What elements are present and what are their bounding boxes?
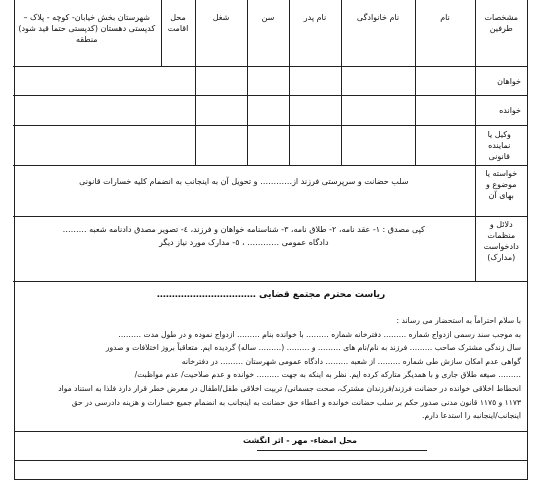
- body-line: گواهی عدم امکان سازش طی شماره ……… از شعبه ……… دادگاه عمومی شهرستان ……… در دفترخانه: [181, 356, 521, 366]
- body-line: اینجانب/اینجانبه را استدعا دارم.: [422, 411, 521, 421]
- signature-divider: [15, 460, 527, 461]
- plaintiff-job-cell[interactable]: [195, 67, 247, 96]
- body-line: ١١٧٣ و ١١٧٥ قانون مدنی صدور حکم بر سلب حضانت خوانده و اعطاء حق حضانت به اینجانب به انضمام جمیع خسارات و هزینه دادرسی در حق: [71, 397, 521, 407]
- petition-form: [14, 0, 528, 480]
- table-row-plaintiff: [13, 67, 527, 96]
- signature-area: [15, 431, 527, 481]
- header-father-name: نام پدر: [289, 0, 341, 67]
- plaintiff-address-cell[interactable]: [13, 67, 195, 96]
- parties-table: [13, 0, 527, 282]
- header-address: شهرستان بخش خیابان- کوچه - پلاک – کدپستی دهستان (کدپستی حتما قید شود) منطقه: [13, 0, 161, 67]
- body-line: به موجب سند رسمی ازدواج شماره ……… دفترخانه شماره ……… با خوانده بنام ……… ازدواج نموده و در طول مدت ………: [118, 329, 521, 339]
- party-label-plaintiff: خواهان: [475, 67, 527, 96]
- body-line: انحطاط اخلاقی خوانده در حضانت فرزند/فرزندان مشترک، صحت جسمانی/ تربیت اخلاقی طفل/اطفال در معرض خطر قرار دارد فلذا به استناد مواد: [58, 383, 521, 393]
- request-text: سلب حضانت و سرپرستی فرزند از………… و تحویل آن به اینجانب به انضمام کلیه خسارات قانونی: [13, 166, 475, 217]
- section-title: ریاست محترم مجتمع قضایی ……………………………: [156, 290, 386, 300]
- evidence-line-2: دادگاه عمومی ………… ، ٥- مدارک مورد نیاز دیگر: [158, 238, 329, 247]
- attorney-father-cell[interactable]: [289, 126, 341, 166]
- defendant-name-cell[interactable]: [415, 96, 475, 126]
- party-label-attorney: وکیل یا نماینده قانونی: [475, 126, 527, 166]
- header-residence: محل اقامت: [161, 0, 195, 67]
- attorney-age-cell[interactable]: [247, 126, 289, 166]
- plaintiff-family-cell[interactable]: [341, 67, 415, 96]
- request-label: خواسته یا موضوع و بهای آن: [475, 166, 527, 217]
- body-line: سال زندگی مشترک صاحب ……… فرزند به نام/نام های ……… و ……… (……… ساله) گردیده ایم. متعاقباً بروز اختلافات و صدور: [105, 343, 521, 353]
- evidence-label: دلائل و منظمات دادخواست (مدارک): [475, 217, 527, 282]
- defendant-job-cell[interactable]: [195, 96, 247, 126]
- header-name: نام: [415, 0, 475, 67]
- header-family-name: نام خانوادگی: [341, 0, 415, 67]
- attorney-job-cell[interactable]: [195, 126, 247, 166]
- header-job: شغل: [195, 0, 247, 67]
- body-line-greeting: با سلام احتراماً به استحضار می رساند :: [396, 316, 521, 325]
- defendant-family-cell[interactable]: [341, 96, 415, 126]
- signature-label: محل امضاء- مهر - اثر انگشت: [242, 436, 357, 445]
- petition-body: [15, 314, 527, 423]
- table-row-defendant: [13, 96, 527, 126]
- defendant-father-cell[interactable]: [289, 96, 341, 126]
- body-line: ……… صیغه طلاق جاری و با همدیگر متارکه کرده ایم. نظر به اینکه به جهت ……… خوانده و عدم صلاحیت/ عدم مواظبت/: [134, 370, 521, 380]
- party-label-defendant: خوانده: [475, 96, 527, 126]
- plaintiff-age-cell[interactable]: [247, 67, 289, 96]
- plaintiff-father-cell[interactable]: [289, 67, 341, 96]
- signature-underline: [257, 450, 427, 451]
- evidence-line-1: کپی مصدق : ١- عقد نامه، ٢- طلاق نامه، ٣- شناسنامه خواهان و فرزند، ٤- تصویر مصدق دادنامه شعبه ………: [62, 225, 425, 234]
- table-row-evidence: [13, 217, 527, 282]
- attorney-name-cell[interactable]: [415, 126, 475, 166]
- attorney-family-cell[interactable]: [341, 126, 415, 166]
- table-row-request: [13, 166, 527, 217]
- defendant-age-cell[interactable]: [247, 96, 289, 126]
- header-parties: مشخصات طرفین: [475, 0, 527, 67]
- table-row-attorney: [13, 126, 527, 166]
- header-age: سن: [247, 0, 289, 67]
- attorney-address-cell[interactable]: [13, 126, 195, 166]
- defendant-address-cell[interactable]: [13, 96, 195, 126]
- table-header-row: [13, 0, 527, 67]
- plaintiff-name-cell[interactable]: [415, 67, 475, 96]
- evidence-text: [13, 217, 475, 282]
